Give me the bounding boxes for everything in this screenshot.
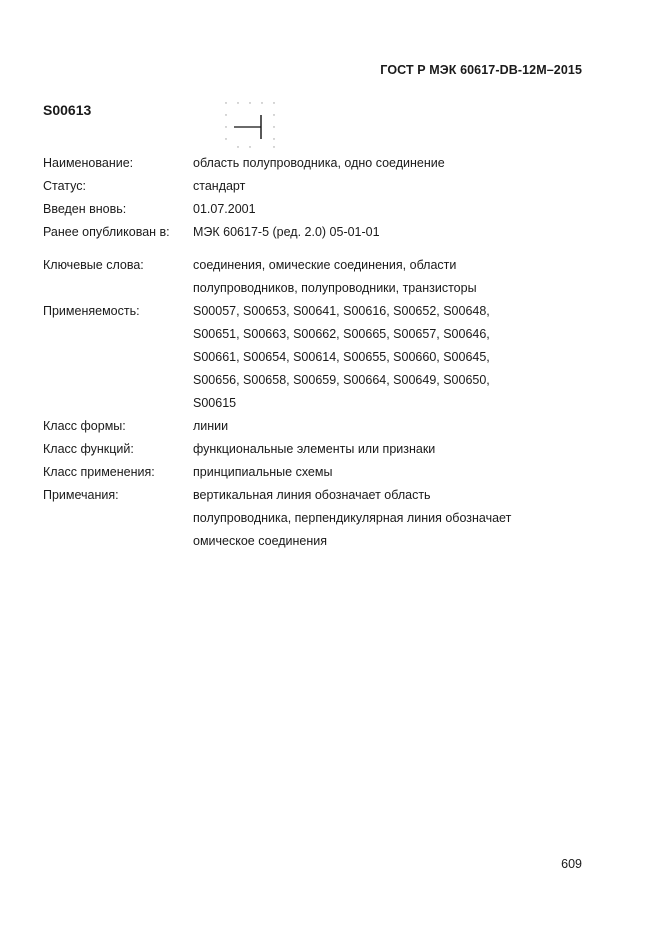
field-label: Наименование: — [43, 156, 134, 170]
field-value-line: S00651, S00663, S00662, S00665, S00657, S00646, — [193, 327, 490, 341]
field-label: Примечания: — [43, 488, 119, 502]
document-header: ГОСТ Р МЭК 60617-DB-12M–2015 — [380, 63, 582, 77]
field-value-line: полупроводника, перпендикулярная линия обозначает — [193, 511, 512, 525]
field-shape-class — [43, 415, 603, 438]
field-label: Применяемость: — [43, 304, 140, 318]
field-label: Класс формы: — [43, 419, 126, 433]
symbol-code: S00613 — [43, 102, 92, 118]
field-label: Класс применения: — [43, 465, 155, 479]
field-introduced — [43, 198, 603, 221]
field-value-line: соединения, омические соединения, области — [193, 258, 457, 272]
symbol-properties — [43, 152, 603, 553]
field-keywords — [43, 254, 603, 300]
field-status — [43, 175, 603, 198]
field-application-class — [43, 461, 603, 484]
field-name — [43, 152, 603, 175]
semiconductor-region-symbol-icon — [224, 101, 276, 149]
page-number: 609 — [561, 857, 582, 871]
field-value: 01.07.2001 — [193, 202, 256, 216]
field-value: область полупроводника, одно соединение — [193, 156, 445, 170]
field-value-line: S00057, S00653, S00641, S00616, S00652, S00648, — [193, 304, 490, 318]
field-notes — [43, 484, 603, 553]
field-previously-published — [43, 221, 603, 244]
symbol-grid — [225, 102, 274, 147]
field-value-line: вертикальная линия обозначает область — [193, 488, 431, 502]
field-value-line: S00615 — [193, 396, 237, 410]
field-label: Статус: — [43, 179, 86, 193]
field-value: линии — [193, 419, 229, 433]
field-value-line: полупроводников, полупроводники, транзисторы — [193, 281, 477, 295]
field-function-class — [43, 438, 603, 461]
field-value-line: S00661, S00654, S00614, S00655, S00660, S00645, — [193, 350, 490, 364]
field-value-line: омическое соединения — [193, 534, 328, 548]
field-value-line: S00656, S00658, S00659, S00664, S00649, S00650, — [193, 373, 490, 387]
field-label: Ранее опубликован в: — [43, 225, 170, 239]
field-value: функциональные элементы или признаки — [193, 442, 436, 456]
field-value: принципиальные схемы — [193, 465, 333, 479]
field-value: МЭК 60617-5 (ред. 2.0) 05-01-01 — [193, 225, 380, 239]
field-applicability — [43, 300, 603, 415]
field-label: Введен вновь: — [43, 202, 127, 216]
field-label: Ключевые слова: — [43, 258, 144, 272]
field-label: Класс функций: — [43, 442, 134, 456]
field-value: стандарт — [193, 179, 246, 193]
